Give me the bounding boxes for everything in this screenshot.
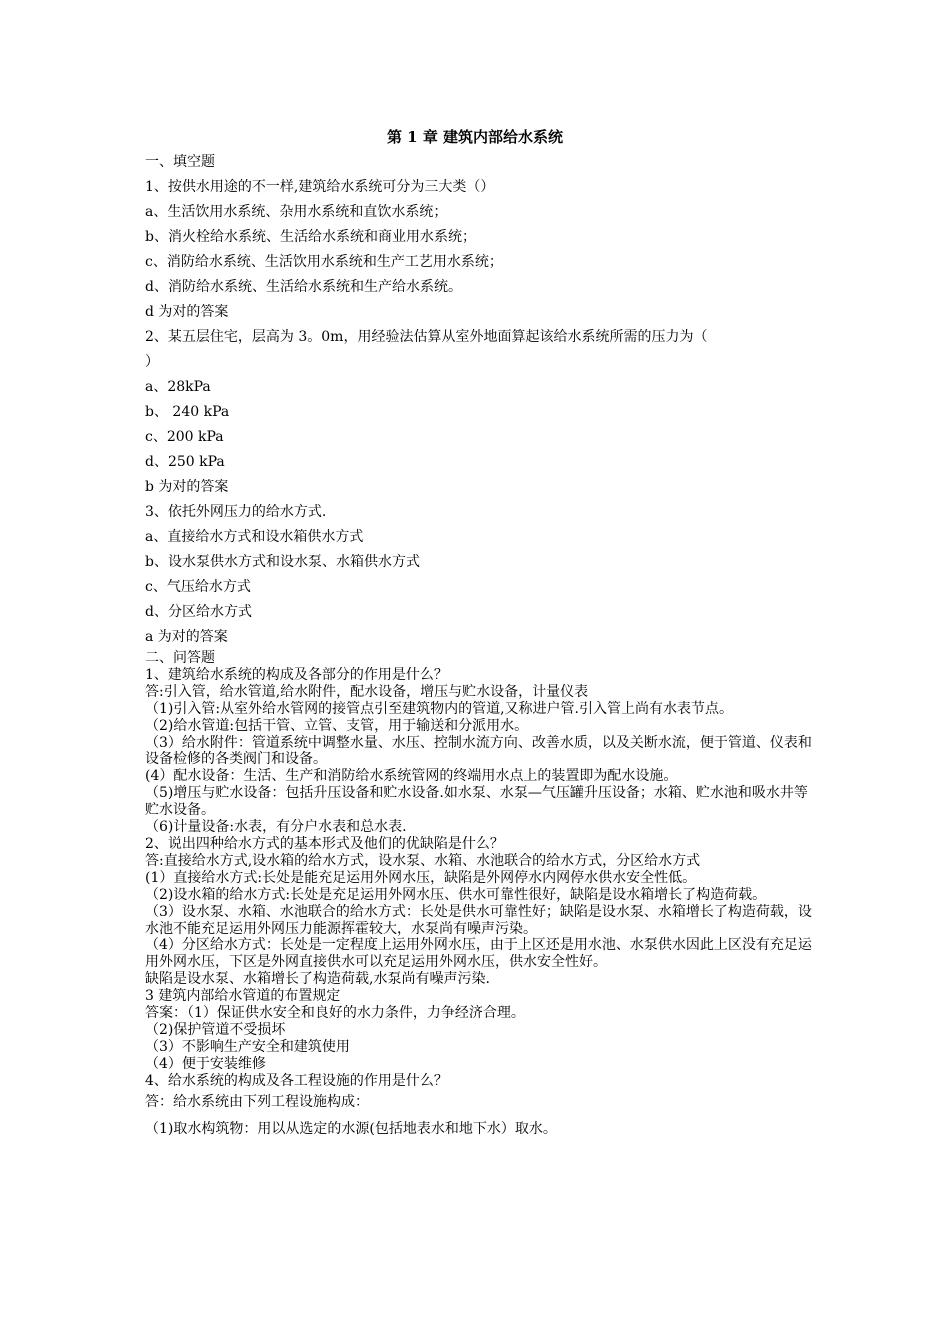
option-line: c、200 kPa bbox=[145, 429, 224, 445]
qa-line: （6)计量设备:水表，有分户水表和总水表. bbox=[145, 819, 407, 836]
option-line: b、 240 kPa bbox=[145, 404, 230, 420]
option-line: a、直接给水方式和设水箱供水方式 bbox=[145, 529, 364, 545]
option-line: d、250 kPa bbox=[145, 454, 225, 470]
qa-section bbox=[145, 650, 817, 1138]
qa-answer-line: 答：给水系统由下列工程设施构成： bbox=[145, 1093, 369, 1110]
chapter-title: 第 1 章 建筑内部给水系统 bbox=[386, 128, 564, 146]
qa-line: 答:引入管，给水管道,给水附件，配水设备，增压与贮水设备，计量仪表 bbox=[145, 683, 589, 700]
qa-line: 答:直接给水方式,设水箱的给水方式，设水泵、水箱、水池联合的给水方式，分区给水方式 bbox=[145, 852, 701, 869]
option-line: d、分区给水方式 bbox=[145, 604, 252, 620]
option-line: b、消火栓给水系统、生活给水系统和商业用水系统； bbox=[145, 229, 476, 245]
question-line: 2、某五层住宅，层高为 3。0m，用经验法估算从室外地面算起该给水系统所需的压力为（ bbox=[145, 329, 708, 345]
answer-line: a 为对的答案 bbox=[145, 629, 228, 645]
qa-line: （2)给水管道:包括干管、立管、支管，用于输送和分派用水。 bbox=[145, 717, 529, 734]
qa-line: 4、给水系统的构成及各工程设施的作用是什么？ bbox=[145, 1072, 448, 1089]
option-line: d、消防给水系统、生活给水系统和生产给水系统。 bbox=[145, 279, 462, 295]
option-line: a、生活饮用水系统、杂用水系统和直饮水系统； bbox=[145, 204, 448, 220]
question-line: 3、依托外网压力的给水方式. bbox=[145, 504, 327, 520]
qa-line: (4）配水设备：生活、生产和消防给水系统管网的终端用水点上的装置即为配水设施。 bbox=[145, 768, 678, 785]
option-line: c、气压给水方式 bbox=[145, 579, 251, 595]
question-line: ） bbox=[145, 354, 159, 370]
answer-line: d 为对的答案 bbox=[145, 304, 229, 320]
question-line: 1、按供水用途的不一样,建筑给水系统可分为三大类（） bbox=[145, 179, 495, 195]
qa-line: （2)保护管道不受损坏 bbox=[145, 1021, 286, 1038]
qa-line: （2)设水箱的给水方式:长处是充足运用外网水压、供水可靠性很好，缺陷是设水箱增长了构造荷载。 bbox=[145, 886, 767, 903]
qa-line: （5)增压与贮水设备：包括升压设备和贮水设备.如水泵、水泵—气压罐升压设备；水箱、贮水池和吸水井等贮水设备。 bbox=[145, 785, 808, 819]
qa-line: （4）分区给水方式：长处是一定程度上运用外网水压，由于上区还是用水池、水泵供水因此上区没有充足运用外网水压，下区是外网直接供水可以充足运用外网水压，供水安全性好。 bbox=[145, 937, 812, 971]
option-line: b、设水泵供水方式和设水泵、水箱供水方式 bbox=[145, 554, 420, 570]
option-line: a、28kPa bbox=[145, 379, 211, 395]
qa-line: （3）给水附件：管道系统中调整水量、水压、控制水流方向、改善水质，以及关断水流，便于管道、仪表和设备检修的各类阀门和设备。 bbox=[145, 734, 812, 768]
qa-line: 3 建筑内部给水管道的布置规定 bbox=[145, 988, 341, 1005]
qa-line: （4）便于安装维修 bbox=[145, 1055, 266, 1072]
qa-line: (1）直接给水方式:长处是能充足运用外网水压，缺陷是外网停水内网停水供水安全性低。 bbox=[145, 869, 697, 886]
answer-line: b 为对的答案 bbox=[145, 479, 229, 495]
qa-line: （1)引入管:从室外给水管网的接管点引至建筑物内的管道,又称进户管.引入管上尚有水表节点。 bbox=[145, 700, 733, 717]
qa-item-line: （1)取水构筑物：用以从选定的水源(包括地表水和地下水）取水。 bbox=[145, 1121, 557, 1138]
section-heading: 一、填空题 bbox=[145, 154, 215, 170]
qa-line: 2、说出四种给水方式的基本形式及他们的优缺陷是什么？ bbox=[145, 835, 504, 852]
fill-in-section bbox=[145, 150, 825, 650]
qa-line: （3）设水泵、水箱、水池联合的给水方式：长处是供水可靠性好；缺陷是设水泵、水箱增长了构造荷载，设水池不能充足运用外网压力能源挥霍较大，水泵尚有噪声污染。 bbox=[145, 903, 812, 937]
qa-line: 1、建筑给水系统的构成及各部分的作用是什么？ bbox=[145, 666, 448, 683]
option-line: c、消防给水系统、生活饮用水系统和生产工艺用水系统； bbox=[145, 254, 503, 270]
qa-line: 答案：（1）保证供水安全和良好的水力条件，力争经济合理。 bbox=[145, 1005, 525, 1022]
section-heading: 二、问答题 bbox=[145, 650, 215, 666]
qa-line: 缺陷是设水泵、水箱增长了构造荷载,水泵尚有噪声污染. bbox=[145, 971, 490, 988]
qa-line: （3）不影响生产安全和建筑使用 bbox=[145, 1038, 350, 1055]
